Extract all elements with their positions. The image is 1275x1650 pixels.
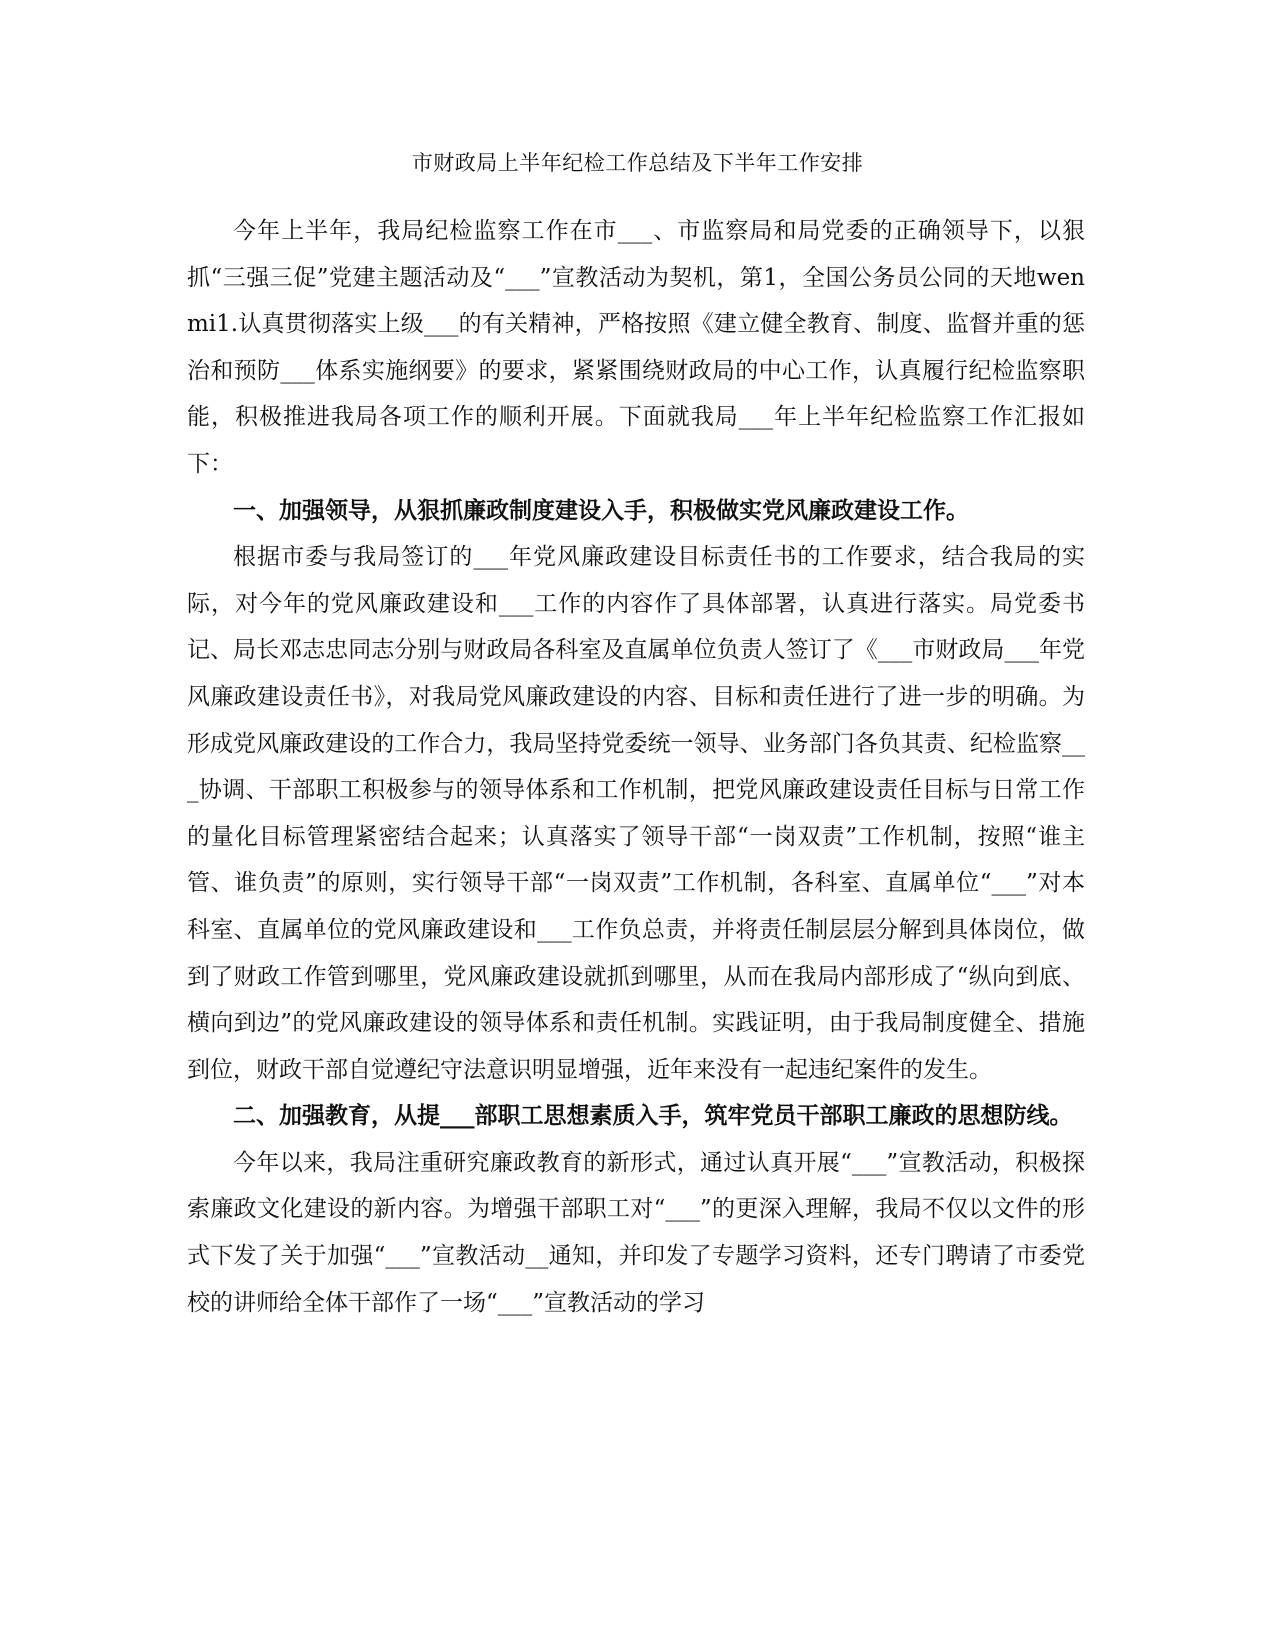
section-1-paragraph: 根据市委与我局签订的___年党风廉政建设目标责任书的工作要求，结合我局的实际，对今年的党风廉政建设和___工作的内容作了具体部署，认真进行落实。局党委书记、局长邓志忠同志分别与财政局各科室及直属单位负责人签订了《___市财政局___年党风廉政建设责任书》，对我局党风廉政建设的内容、目标和责任进行了进一步的明确。为形成党风廉政建设的工作合力，我局坚持党委统一领导、业务部门各负其责、纪检监察___协调、干部职工积极参与的领导体系和工作机制，把党风廉政建设责任目标与日常工作的量化目标管理紧密结合起来；认真落实了领导干部“一岗双责”工作机制，按照“谁主管、谁负责”的原则，实行领导干部“一岗双责”工作机制，各科室、直属单位“___”对本科室、直属单位的党风廉政建设和___工作负总责，并将责任制层层分解到具体岗位，做到了财政工作管到哪里，党风廉政建设就抓到哪里，从而在我局内部形成了“纵向到底、横向到边”的党风廉政建设的领导体系和责任机制。实践证明，由于我局制度健全、措施到位，财政干部自觉遵纪守法意识明显增强，近年来没有一起违纪案件的发生。: [187, 544, 1085, 1083]
section-2-heading: 二、加强教育，从提___部职工思想素质入手，筑牢党员干部职工廉政的思想防线。: [233, 1102, 1073, 1130]
document-body: [187, 208, 1085, 1326]
intro-paragraph: 今年上半年，我局纪检监察工作在市___、市监察局和局党委的正确领导下，以狠抓“三强三促”党建主题活动及“___”宣教活动为契机，第1，全国公务员公同的天地wenmi1.认真贯彻落实上级___的有关精神，严格按照《建立健全教育、制度、监督并重的惩治和预防___体系实施纲要》的要求，紧紧围绕财政局的中心工作，认真履行纪检监察职能，积极推进我局各项工作的顺利开展。下面就我局___年上半年纪检监察工作汇报如下：: [187, 218, 1085, 477]
section-1-heading: 一、加强领导，从狠抓廉政制度建设入手，积极做实党风廉政建设工作。: [233, 496, 969, 524]
section-2-paragraph: 今年以来，我局注重研究廉政教育的新形式，通过认真开展“___”宣教活动，积极探索廉政文化建设的新内容。为增强干部职工对“___”的更深入理解，我局不仅以文件的形式下发了关于加强“___”宣教活动__通知，并印发了专题学习资料，还专门聘请了市委党校的讲师给全体干部作了一场“___”宣教活动的学习: [187, 1149, 1085, 1316]
document-title: 市财政局上半年纪检工作总结及下半年工作安排: [411, 151, 864, 175]
